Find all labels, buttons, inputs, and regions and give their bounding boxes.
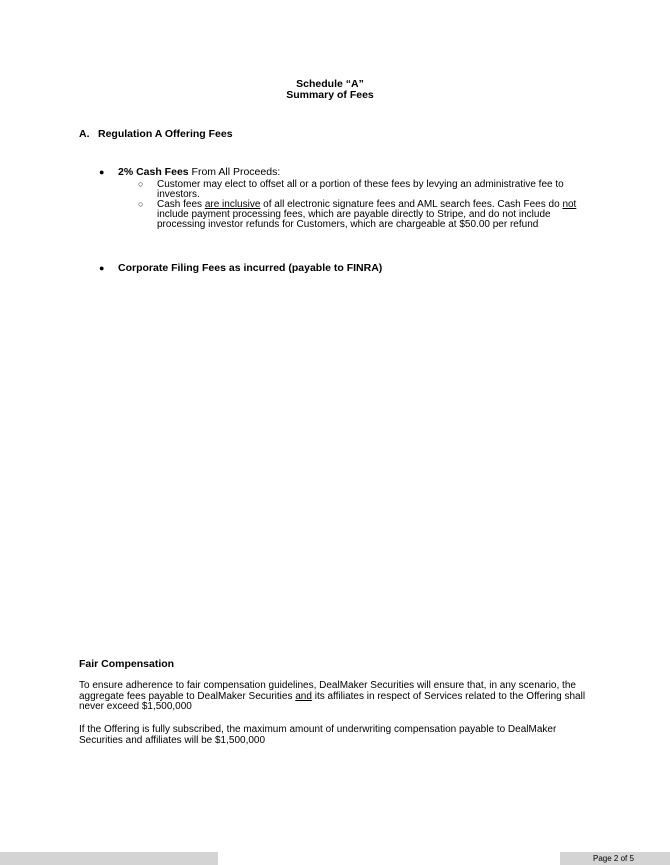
sub-item-offset: Customer may elect to offset all or a portion of these fees by levying an administrative fee to investors. — [157, 179, 564, 200]
fair-compensation-heading: Fair Compensation — [79, 658, 175, 670]
sub-item-text: Cash fees — [157, 199, 205, 210]
section-a-heading — [79, 128, 233, 140]
section-title: Regulation A Offering Fees — [98, 128, 233, 140]
cash-fees-item — [118, 166, 280, 178]
footer-bar — [0, 852, 218, 865]
schedule-title: Schedule “A” — [296, 78, 364, 90]
sub-bullet-icon: ○ — [138, 179, 144, 189]
cash-fees-label: 2% Cash Fees — [118, 166, 189, 178]
sub-item-text: include payment processing fees, which are payable directly to Stripe, and do not include processing investor refunds for Customers, which are chargeable at $50.00 per refund — [157, 209, 551, 230]
max-compensation-paragraph: If the Offering is fully subscribed, the maximum amount of underwriting compensation payable to DealMaker Securities and affiliates will be $1,500,000 — [79, 724, 557, 746]
underlined-text: are inclusive — [204, 199, 261, 210]
underlined-text: and — [295, 690, 312, 702]
underlined-text: not — [562, 199, 577, 210]
bullet-icon: ● — [99, 263, 105, 273]
paragraph-text: To ensure adherence to fair compensation guidelines, DealMaker Securities will ensure that, in any scenario, the aggregate fees payable to DealMaker Securities — [79, 680, 576, 702]
page-number: Page 2 of 5 — [560, 852, 670, 865]
sub-bullet-icon: ○ — [138, 199, 144, 209]
section-letter: A. — [79, 128, 90, 140]
cash-fees-desc: From All Proceeds: — [188, 166, 281, 178]
fair-compensation-paragraph — [79, 681, 599, 713]
bullet-icon: ● — [99, 167, 105, 177]
schedule-subtitle: Summary of Fees — [286, 89, 374, 101]
sub-item-text: of all electronic signature fees and AML search fees. Cash Fees do — [260, 199, 563, 210]
corporate-filing-item: Corporate Filing Fees as incurred (payable to FINRA) — [118, 262, 383, 274]
sub-item-inclusive — [157, 200, 597, 230]
paragraph-text: its affiliates in respect of Services related to the Offering shall never exceed $1,500,000 — [79, 690, 586, 712]
